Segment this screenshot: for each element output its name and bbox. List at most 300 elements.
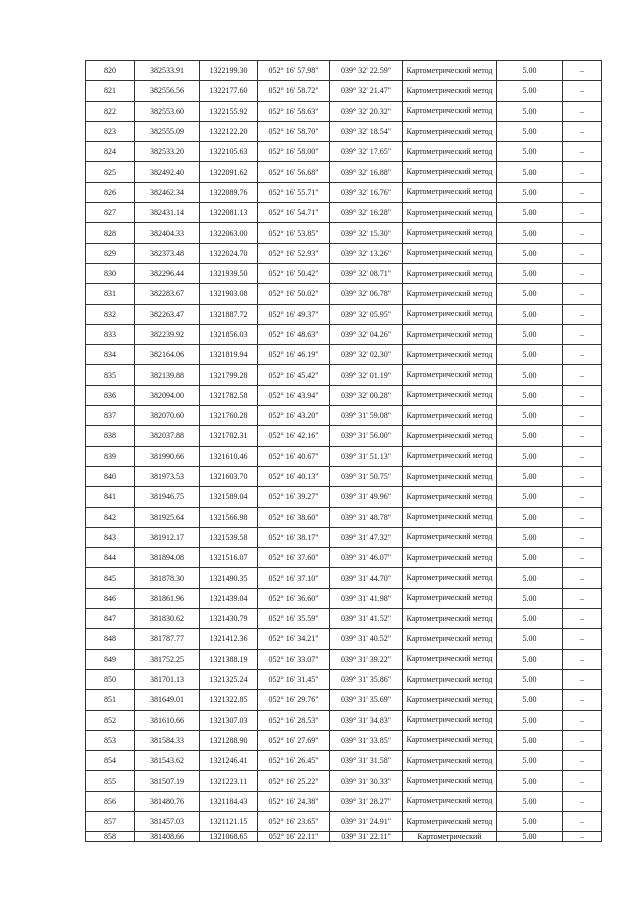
longitude-cell: 039° 31' 44.70" [330,568,403,588]
accuracy-cell: 5.00 [497,101,563,121]
y-coordinate-cell: 1321246.41 [200,751,258,771]
note-cell: – [563,385,602,405]
point-number-cell: 846 [86,588,135,608]
point-number-cell: 836 [86,385,135,405]
y-coordinate-cell: 1321887.72 [200,304,258,324]
accuracy-cell: 5.00 [497,121,563,141]
note-cell: – [563,284,602,304]
note-cell: – [563,751,602,771]
longitude-cell: 039° 31' 46.07" [330,548,403,568]
table-row [86,588,602,608]
y-coordinate-cell: 1321702.31 [200,426,258,446]
longitude-cell: 039° 32' 22.59" [330,61,403,81]
x-coordinate-cell: 381894.08 [135,548,200,568]
longitude-cell: 039° 31' 22.11" [330,832,403,842]
table-row [86,263,602,283]
point-number-cell: 822 [86,101,135,121]
table-row [86,304,602,324]
table-row [86,751,602,771]
y-coordinate-cell: 1321325.24 [200,669,258,689]
note-cell: – [563,406,602,426]
table-row [86,385,602,405]
table-row [86,669,602,689]
method-cell: Картометрический метод [403,263,497,283]
y-coordinate-cell: 1321068.65 [200,832,258,842]
method-cell: Картометрический метод [403,487,497,507]
note-cell: – [563,446,602,466]
accuracy-cell: 5.00 [497,406,563,426]
longitude-cell: 039° 32' 20.32" [330,101,403,121]
latitude-cell: 052° 16' 43.20" [258,406,330,426]
x-coordinate-cell: 382263.47 [135,304,200,324]
accuracy-cell: 5.00 [497,324,563,344]
latitude-cell: 052° 16' 45.42" [258,365,330,385]
method-cell: Картометрический метод [403,548,497,568]
table-row [86,690,602,710]
point-number-cell: 829 [86,243,135,263]
method-cell: Картометрический метод [403,507,497,527]
y-coordinate-cell: 1321589.04 [200,487,258,507]
note-cell: – [563,487,602,507]
accuracy-cell: 5.00 [497,284,563,304]
method-cell: Картометрический метод [403,365,497,385]
longitude-cell: 039° 31' 34.83" [330,710,403,730]
y-coordinate-cell: 1321566.98 [200,507,258,527]
point-number-cell: 824 [86,142,135,162]
method-cell: Картометрический метод [403,243,497,263]
table-row [86,345,602,365]
latitude-cell: 052° 16' 38.60" [258,507,330,527]
longitude-cell: 039° 31' 35.86" [330,669,403,689]
y-coordinate-cell: 1321819.94 [200,345,258,365]
latitude-cell: 052° 16' 36.60" [258,588,330,608]
note-cell: – [563,730,602,750]
x-coordinate-cell: 381649.01 [135,690,200,710]
accuracy-cell: 5.00 [497,832,563,842]
note-cell: – [563,223,602,243]
x-coordinate-cell: 382462.34 [135,182,200,202]
table-row [86,81,602,101]
x-coordinate-cell: 381946.75 [135,487,200,507]
method-cell: Картометрический метод [403,466,497,486]
method-cell: Картометрический метод [403,751,497,771]
x-coordinate-cell: 381787.77 [135,629,200,649]
table-row [86,446,602,466]
y-coordinate-cell: 1321288.90 [200,730,258,750]
accuracy-cell: 5.00 [497,466,563,486]
y-coordinate-cell: 1322091.62 [200,162,258,182]
point-number-cell: 855 [86,771,135,791]
longitude-cell: 039° 31' 47.32" [330,527,403,547]
x-coordinate-cell: 381457.03 [135,811,200,831]
point-number-cell: 835 [86,365,135,385]
method-cell: Картометрический метод [403,426,497,446]
y-coordinate-cell: 1321799.28 [200,365,258,385]
point-number-cell: 852 [86,710,135,730]
y-coordinate-cell: 1322089.76 [200,182,258,202]
x-coordinate-cell: 381752.25 [135,649,200,669]
table-row [86,426,602,446]
point-number-cell: 838 [86,426,135,446]
note-cell: – [563,527,602,547]
table-row [86,811,602,831]
y-coordinate-cell: 1321939.50 [200,263,258,283]
latitude-cell: 052° 16' 52.93" [258,243,330,263]
note-cell: – [563,690,602,710]
point-number-cell: 837 [86,406,135,426]
point-number-cell: 844 [86,548,135,568]
point-number-cell: 850 [86,669,135,689]
latitude-cell: 052° 16' 53.85" [258,223,330,243]
method-cell: Картометрический метод [403,223,497,243]
x-coordinate-cell: 381912.17 [135,527,200,547]
table-row [86,162,602,182]
y-coordinate-cell: 1321516.07 [200,548,258,568]
accuracy-cell: 5.00 [497,263,563,283]
latitude-cell: 052° 16' 46.19" [258,345,330,365]
accuracy-cell: 5.00 [497,629,563,649]
latitude-cell: 052° 16' 38.17" [258,527,330,547]
latitude-cell: 052° 16' 42.16" [258,426,330,446]
table-row [86,466,602,486]
document-page [85,60,601,842]
point-number-cell: 830 [86,263,135,283]
point-number-cell: 840 [86,466,135,486]
point-number-cell: 834 [86,345,135,365]
latitude-cell: 052° 16' 54.71" [258,203,330,223]
point-number-cell: 825 [86,162,135,182]
table-row [86,142,602,162]
accuracy-cell: 5.00 [497,182,563,202]
method-cell: Картометрический метод [403,345,497,365]
accuracy-cell: 5.00 [497,730,563,750]
table-row [86,791,602,811]
point-number-cell: 843 [86,527,135,547]
note-cell: – [563,121,602,141]
note-cell: – [563,710,602,730]
latitude-cell: 052° 16' 22.11" [258,832,330,842]
longitude-cell: 039° 32' 00.28" [330,385,403,405]
method-cell: Картометрический [403,832,497,842]
y-coordinate-cell: 1321307.03 [200,710,258,730]
accuracy-cell: 5.00 [497,365,563,385]
point-number-cell: 841 [86,487,135,507]
x-coordinate-cell: 382094.00 [135,385,200,405]
accuracy-cell: 5.00 [497,304,563,324]
y-coordinate-cell: 1321856.03 [200,324,258,344]
y-coordinate-cell: 1321539.58 [200,527,258,547]
x-coordinate-cell: 381973.53 [135,466,200,486]
accuracy-cell: 5.00 [497,243,563,263]
accuracy-cell: 5.00 [497,142,563,162]
longitude-cell: 039° 31' 48.78" [330,507,403,527]
x-coordinate-cell: 382070.60 [135,406,200,426]
y-coordinate-cell: 1321610.46 [200,446,258,466]
table-row [86,203,602,223]
table-row [86,832,602,842]
point-number-cell: 821 [86,81,135,101]
coordinates-table-body [86,61,602,842]
note-cell: – [563,548,602,568]
accuracy-cell: 5.00 [497,669,563,689]
x-coordinate-cell: 382239.92 [135,324,200,344]
accuracy-cell: 5.00 [497,345,563,365]
x-coordinate-cell: 382404.33 [135,223,200,243]
accuracy-cell: 5.00 [497,690,563,710]
y-coordinate-cell: 1321490.35 [200,568,258,588]
table-row [86,568,602,588]
method-cell: Картометрический метод [403,121,497,141]
y-coordinate-cell: 1321388.19 [200,649,258,669]
x-coordinate-cell: 382037.88 [135,426,200,446]
method-cell: Картометрический метод [403,304,497,324]
longitude-cell: 039° 31' 31.58" [330,751,403,771]
accuracy-cell: 5.00 [497,568,563,588]
note-cell: – [563,162,602,182]
method-cell: Картометрический метод [403,811,497,831]
longitude-cell: 039° 31' 41.52" [330,609,403,629]
method-cell: Картометрический метод [403,629,497,649]
y-coordinate-cell: 1321439.04 [200,588,258,608]
longitude-cell: 039° 31' 39.22" [330,649,403,669]
point-number-cell: 831 [86,284,135,304]
table-row [86,61,602,81]
note-cell: – [563,832,602,842]
accuracy-cell: 5.00 [497,548,563,568]
longitude-cell: 039° 31' 41.98" [330,588,403,608]
x-coordinate-cell: 382533.91 [135,61,200,81]
y-coordinate-cell: 1321782.58 [200,385,258,405]
longitude-cell: 039° 32' 16.76" [330,182,403,202]
table-row [86,324,602,344]
longitude-cell: 039° 32' 16.88" [330,162,403,182]
accuracy-cell: 5.00 [497,710,563,730]
method-cell: Картометрический метод [403,588,497,608]
latitude-cell: 052° 16' 37.60" [258,548,330,568]
point-number-cell: 854 [86,751,135,771]
accuracy-cell: 5.00 [497,223,563,243]
y-coordinate-cell: 1322081.13 [200,203,258,223]
accuracy-cell: 5.00 [497,385,563,405]
latitude-cell: 052° 16' 50.42" [258,263,330,283]
point-number-cell: 845 [86,568,135,588]
latitude-cell: 052° 16' 55.71" [258,182,330,202]
longitude-cell: 039° 32' 08.71" [330,263,403,283]
table-row [86,223,602,243]
longitude-cell: 039° 32' 02.30" [330,345,403,365]
y-coordinate-cell: 1322105.63 [200,142,258,162]
longitude-cell: 039° 31' 35.69" [330,690,403,710]
point-number-cell: 828 [86,223,135,243]
note-cell: – [563,101,602,121]
y-coordinate-cell: 1321412.36 [200,629,258,649]
x-coordinate-cell: 382373.48 [135,243,200,263]
longitude-cell: 039° 32' 13.26" [330,243,403,263]
latitude-cell: 052° 16' 34.21" [258,629,330,649]
point-number-cell: 823 [86,121,135,141]
point-number-cell: 842 [86,507,135,527]
note-cell: – [563,263,602,283]
y-coordinate-cell: 1322024.70 [200,243,258,263]
point-number-cell: 833 [86,324,135,344]
table-row [86,101,602,121]
longitude-cell: 039° 32' 01.19" [330,365,403,385]
method-cell: Картометрический метод [403,791,497,811]
point-number-cell: 832 [86,304,135,324]
table-row [86,710,602,730]
longitude-cell: 039° 31' 50.75" [330,466,403,486]
latitude-cell: 052° 16' 28.53" [258,710,330,730]
longitude-cell: 039° 32' 06.78" [330,284,403,304]
table-row [86,771,602,791]
note-cell: – [563,182,602,202]
table-row [86,243,602,263]
longitude-cell: 039° 31' 51.13" [330,446,403,466]
table-row [86,507,602,527]
x-coordinate-cell: 381408.66 [135,832,200,842]
point-number-cell: 856 [86,791,135,811]
accuracy-cell: 5.00 [497,588,563,608]
table-row [86,649,602,669]
accuracy-cell: 5.00 [497,751,563,771]
note-cell: – [563,507,602,527]
accuracy-cell: 5.00 [497,649,563,669]
table-row [86,365,602,385]
note-cell: – [563,629,602,649]
latitude-cell: 052° 16' 58.00" [258,142,330,162]
note-cell: – [563,61,602,81]
y-coordinate-cell: 1321121.15 [200,811,258,831]
accuracy-cell: 5.00 [497,527,563,547]
longitude-cell: 039° 31' 28.27" [330,791,403,811]
x-coordinate-cell: 382296.44 [135,263,200,283]
x-coordinate-cell: 382139.88 [135,365,200,385]
table-row [86,730,602,750]
y-coordinate-cell: 1321603.70 [200,466,258,486]
method-cell: Картометрический метод [403,284,497,304]
note-cell: – [563,142,602,162]
point-number-cell: 827 [86,203,135,223]
latitude-cell: 052° 16' 40.13" [258,466,330,486]
method-cell: Картометрический метод [403,690,497,710]
table-row [86,406,602,426]
latitude-cell: 052° 16' 56.68" [258,162,330,182]
y-coordinate-cell: 1321903.08 [200,284,258,304]
x-coordinate-cell: 381701.13 [135,669,200,689]
method-cell: Картометрический метод [403,81,497,101]
note-cell: – [563,324,602,344]
method-cell: Картометрический метод [403,609,497,629]
point-number-cell: 826 [86,182,135,202]
method-cell: Картометрический метод [403,324,497,344]
table-row [86,527,602,547]
latitude-cell: 052° 16' 58.72" [258,81,330,101]
method-cell: Картометрический метод [403,527,497,547]
longitude-cell: 039° 31' 24.91" [330,811,403,831]
table-row [86,609,602,629]
x-coordinate-cell: 382553.60 [135,101,200,121]
latitude-cell: 052° 16' 35.59" [258,609,330,629]
x-coordinate-cell: 381480.76 [135,791,200,811]
longitude-cell: 039° 31' 59.08" [330,406,403,426]
latitude-cell: 052° 16' 39.27" [258,487,330,507]
note-cell: – [563,669,602,689]
latitude-cell: 052° 16' 29.76" [258,690,330,710]
point-number-cell: 849 [86,649,135,669]
method-cell: Картометрический метод [403,61,497,81]
accuracy-cell: 5.00 [497,811,563,831]
x-coordinate-cell: 382492.40 [135,162,200,182]
method-cell: Картометрический метод [403,710,497,730]
accuracy-cell: 5.00 [497,426,563,446]
method-cell: Картометрический метод [403,385,497,405]
x-coordinate-cell: 382556.56 [135,81,200,101]
x-coordinate-cell: 381543.62 [135,751,200,771]
table-row [86,487,602,507]
y-coordinate-cell: 1322177.60 [200,81,258,101]
note-cell: – [563,609,602,629]
x-coordinate-cell: 382555.09 [135,121,200,141]
method-cell: Картометрический метод [403,446,497,466]
y-coordinate-cell: 1322155.92 [200,101,258,121]
longitude-cell: 039° 32' 21.47" [330,81,403,101]
coordinates-table [85,60,602,842]
latitude-cell: 052° 16' 25.22" [258,771,330,791]
latitude-cell: 052° 16' 48.63" [258,324,330,344]
accuracy-cell: 5.00 [497,446,563,466]
longitude-cell: 039° 32' 15.30" [330,223,403,243]
longitude-cell: 039° 31' 30.33" [330,771,403,791]
x-coordinate-cell: 381925.64 [135,507,200,527]
note-cell: – [563,649,602,669]
accuracy-cell: 5.00 [497,81,563,101]
y-coordinate-cell: 1322063.00 [200,223,258,243]
longitude-cell: 039° 31' 56.00" [330,426,403,446]
latitude-cell: 052° 16' 24.38" [258,791,330,811]
point-number-cell: 820 [86,61,135,81]
latitude-cell: 052° 16' 49.37" [258,304,330,324]
note-cell: – [563,426,602,446]
longitude-cell: 039° 32' 17.65" [330,142,403,162]
note-cell: – [563,568,602,588]
y-coordinate-cell: 1322122.20 [200,121,258,141]
x-coordinate-cell: 381990.66 [135,446,200,466]
accuracy-cell: 5.00 [497,791,563,811]
note-cell: – [563,203,602,223]
table-row [86,121,602,141]
latitude-cell: 052° 16' 26.45" [258,751,330,771]
latitude-cell: 052° 16' 37.10" [258,568,330,588]
note-cell: – [563,811,602,831]
point-number-cell: 857 [86,811,135,831]
latitude-cell: 052° 16' 33.07" [258,649,330,669]
y-coordinate-cell: 1321430.79 [200,609,258,629]
x-coordinate-cell: 381878.30 [135,568,200,588]
x-coordinate-cell: 382431.14 [135,203,200,223]
y-coordinate-cell: 1321223.11 [200,771,258,791]
point-number-cell: 839 [86,446,135,466]
method-cell: Картометрический метод [403,730,497,750]
method-cell: Картометрический метод [403,406,497,426]
point-number-cell: 858 [86,832,135,842]
accuracy-cell: 5.00 [497,61,563,81]
table-row [86,182,602,202]
note-cell: – [563,365,602,385]
x-coordinate-cell: 381861.96 [135,588,200,608]
table-row [86,629,602,649]
latitude-cell: 052° 16' 23.65" [258,811,330,831]
y-coordinate-cell: 1322199.30 [200,61,258,81]
